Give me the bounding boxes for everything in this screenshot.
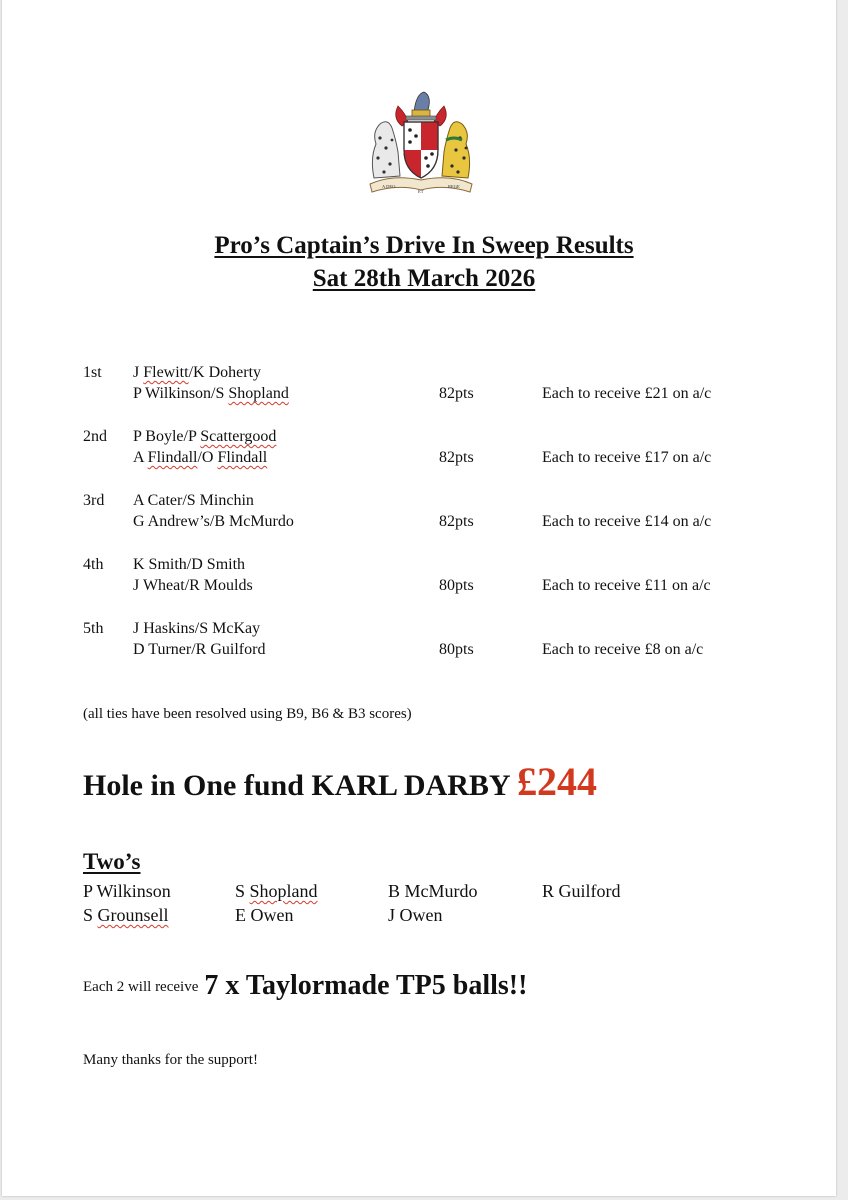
twos-name: B McMurdo	[388, 881, 478, 901]
result-pair	[133, 449, 267, 467]
result-points: 82pts	[439, 449, 474, 466]
name-segment: D Turner/R Guilford	[133, 641, 266, 658]
thanks-line: Many thanks for the support!	[83, 1052, 258, 1068]
result-pair	[133, 620, 260, 638]
twos-name: P Wilkinson	[83, 881, 171, 901]
prize-prefix: Each 2 will receive	[83, 979, 199, 995]
flagged-surname: Flindall	[147, 449, 198, 466]
twos-name	[83, 905, 169, 926]
result-pair	[133, 385, 289, 403]
name-segment: J Haskins/S McKay	[133, 620, 261, 637]
result-position: 2nd	[83, 428, 107, 445]
twos-heading: Two’s	[83, 849, 141, 874]
name-segment: P Wilkinson/S	[133, 385, 229, 402]
result-pair	[133, 577, 253, 595]
result-position: 5th	[83, 620, 104, 637]
flagged-surname: Flewitt	[143, 364, 189, 381]
name-segment: A Cater/S Minchin	[133, 492, 254, 509]
prize-text: 7 x Taylormade TP5 balls!!	[204, 970, 528, 1001]
crest-motto-1: A DEO	[382, 184, 396, 189]
twos-name-prefix: S	[83, 905, 98, 925]
result-pair	[133, 428, 276, 446]
result-pair	[133, 556, 245, 574]
result-points: 82pts	[439, 513, 474, 530]
twos-name: E Owen	[235, 905, 294, 925]
hole-in-one-label: Hole in One fund KARL DARBY	[83, 769, 517, 802]
document-page	[2, 0, 836, 1196]
result-pair	[133, 364, 261, 382]
name-segment: J	[133, 364, 144, 381]
name-segment: G Andrew’s/B McMurdo	[133, 513, 294, 530]
twos-name-surname: Shopland	[249, 881, 318, 901]
document-title: Pro’s Captain’s Drive In Sweep Results	[214, 232, 634, 259]
document-date: Sat 28th March 2026	[312, 265, 536, 292]
twos-name-prefix: S	[235, 881, 250, 901]
twos-name: R Guilford	[542, 881, 621, 901]
result-points: 80pts	[439, 641, 474, 658]
twos-name: J Owen	[388, 905, 443, 925]
result-payout: Each to receive £17 on a/c	[542, 449, 712, 466]
result-payout: Each to receive £14 on a/c	[542, 513, 712, 530]
result-position: 1st	[83, 364, 102, 381]
name-segment: /O	[197, 449, 218, 466]
name-segment: A	[133, 449, 148, 466]
result-position: 3rd	[83, 492, 105, 509]
name-segment: K Smith/D Smith	[133, 556, 246, 573]
result-pair	[133, 513, 294, 531]
crest-motto-2: ET	[418, 189, 424, 194]
flagged-surname: Flindall	[217, 449, 268, 466]
name-segment: P Boyle/P	[133, 428, 201, 445]
name-segment: /K Doherty	[188, 364, 262, 381]
twos-name	[235, 881, 318, 902]
result-pair	[133, 641, 265, 659]
result-payout: Each to receive £11 on a/c	[542, 577, 711, 594]
result-points: 80pts	[439, 577, 474, 594]
club-crest-icon	[362, 88, 480, 200]
result-payout: Each to receive £8 on a/c	[542, 641, 704, 658]
crest-motto-3: REGE	[448, 184, 460, 189]
twos-name-surname: Grounsell	[97, 905, 169, 925]
flagged-surname: Scattergood	[200, 428, 277, 445]
hole-in-one-fund	[83, 758, 597, 805]
result-points: 82pts	[439, 385, 474, 402]
prize-line	[83, 970, 527, 1002]
result-position: 4th	[83, 556, 104, 573]
result-payout: Each to receive £21 on a/c	[542, 385, 712, 402]
flagged-surname: Shopland	[228, 385, 289, 402]
name-segment: J Wheat/R Moulds	[133, 577, 253, 594]
hole-in-one-amount: £244	[516, 759, 597, 804]
result-pair	[133, 492, 254, 510]
ties-note: (all ties have been resolved using B9, B6 & B3 scores)	[83, 706, 412, 722]
